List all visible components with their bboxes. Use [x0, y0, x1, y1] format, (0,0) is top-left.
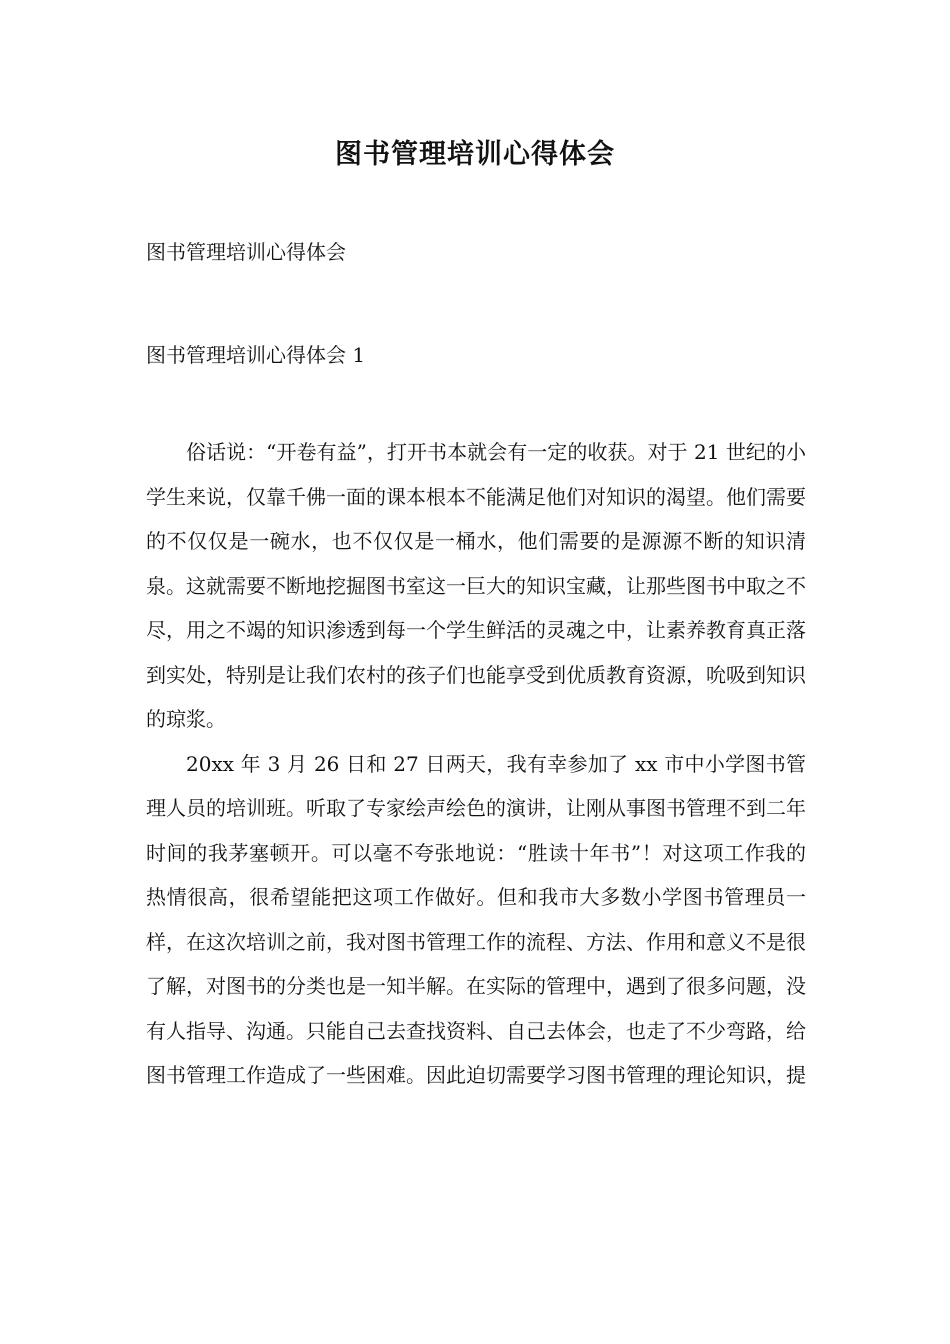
paragraph: 20xx 年 3 月 26 日和 27 日两天，我有幸参加了 xx 市中小学图书管理人员的培训班。听取了专家绘声绘色的演讲，让刚从事图书管理不到二年时间的我茅塞顿开。可以毫不夸张地说：“胜读十年书”！对这项工作我的热情很高，很希望能把这项工作做好。但和我市大多数小学图书管理员一样，在这次培训之前，我对图书管理工作的流程、方法、作用和意义不是很了解，对图书的分类也是一知半解。在实际的管理中，遇到了很多问题，没有人指导、沟通。只能自己去查找资料、自己去体会，也走了不少弯路，给图书管理工作造成了一些困难。因此迫切需要学习图书管理的理论知识，提 — [146, 751, 806, 1087]
body-text — [146, 430, 806, 1098]
paragraph: 俗话说：“开卷有益”，打开书本就会有一定的收获。对于 21 世纪的小学生来说，仅靠千佛一面的课本根本不能满足他们对知识的渴望。他们需要的不仅仅是一碗水，也不仅仅是一桶水，他们需要的是源源不断的知识清泉。这就需要不断地挖掘图书室这一巨大的知识宝藏，让那些图书中取之不尽，用之不竭的知识渗透到每一个学生鲜活的灵魂之中，让素养教育真正落到实处，特别是让我们农村的孩子们也能享受到优质教育资源，吮吸到知识的琼浆。 — [146, 440, 806, 731]
section-heading: 图书管理培训心得体会 1 — [146, 343, 366, 367]
document-title: 图书管理培训心得体会 — [335, 139, 615, 170]
document-heading: 图书管理培训心得体会 — [146, 240, 346, 264]
